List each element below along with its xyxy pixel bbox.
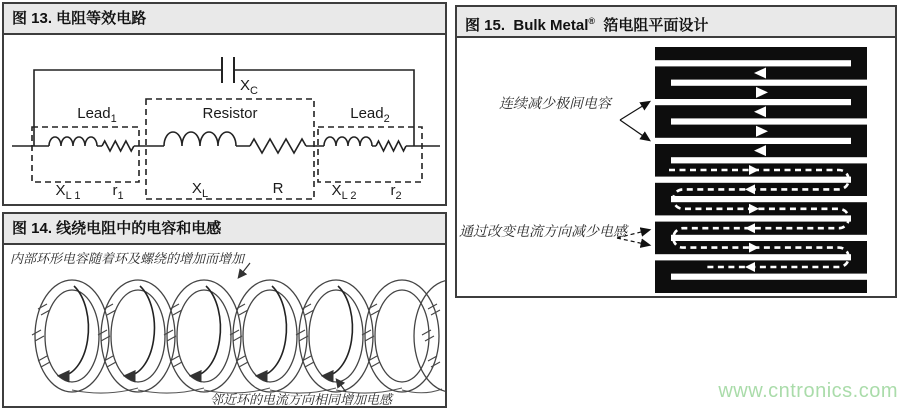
figure15-body bbox=[457, 38, 895, 296]
inductor-xl1 bbox=[49, 137, 97, 146]
figure14-title: 图 14. 线绕电阻中的电容和电感 bbox=[4, 214, 445, 245]
resistor-r2 bbox=[376, 141, 406, 151]
label-xl: $X_L$ bbox=[191, 180, 209, 200]
coil-rings bbox=[35, 280, 445, 392]
inductor-xl bbox=[164, 132, 236, 146]
figure15-note-capacitance: 连续减少极间电容 bbox=[499, 96, 611, 112]
figure14-panel bbox=[2, 212, 447, 408]
label-r: R bbox=[272, 180, 284, 197]
lead2-dashed-box bbox=[318, 127, 422, 182]
figure15-title: 图 15. Bulk Metal® 箔电阻平面设计 bbox=[457, 7, 895, 38]
figure13-panel bbox=[2, 2, 447, 206]
figure14-note-top: 内部环形电容随着环及螺绕的增加而增加 bbox=[10, 252, 245, 267]
label-resistor: Resistor bbox=[202, 105, 258, 122]
capacitance-pointer-arrows bbox=[620, 102, 649, 140]
figure13-body bbox=[4, 35, 445, 204]
capacitor-symbol bbox=[222, 57, 234, 83]
figure15-panel bbox=[455, 5, 897, 298]
label-lead2: Lead$_2$ bbox=[350, 105, 390, 125]
resistor-r bbox=[250, 139, 306, 153]
foil-serpentine-pattern bbox=[457, 38, 895, 296]
lead1-dashed-box bbox=[32, 127, 139, 182]
figure15-note-inductance: 通过改变电流方向减少电感 bbox=[459, 224, 627, 240]
label-r1: $r_1$ bbox=[112, 182, 124, 202]
figure14-body bbox=[4, 245, 445, 406]
inductor-xl2 bbox=[324, 137, 372, 146]
registered-mark: ® bbox=[588, 16, 596, 26]
wirewound-coil-drawing bbox=[4, 245, 445, 406]
label-xc: $X_C$ bbox=[240, 77, 258, 97]
watermark: www.cntronics.com bbox=[718, 380, 898, 402]
resistor-r1 bbox=[102, 141, 134, 151]
label-lead1: Lead$_1$ bbox=[77, 105, 117, 125]
note-pointer-arrows bbox=[239, 263, 346, 392]
label-r2: $r_2$ bbox=[390, 182, 402, 202]
label-xl2: $X_{L 2}$ bbox=[331, 182, 357, 202]
figure13-title: 图 13. 电阻等效电路 bbox=[4, 4, 445, 35]
figure14-note-bottom: 邻近环的电流方向相同增加电感 bbox=[210, 393, 393, 408]
label-xl1: $X_{L 1}$ bbox=[55, 182, 81, 202]
